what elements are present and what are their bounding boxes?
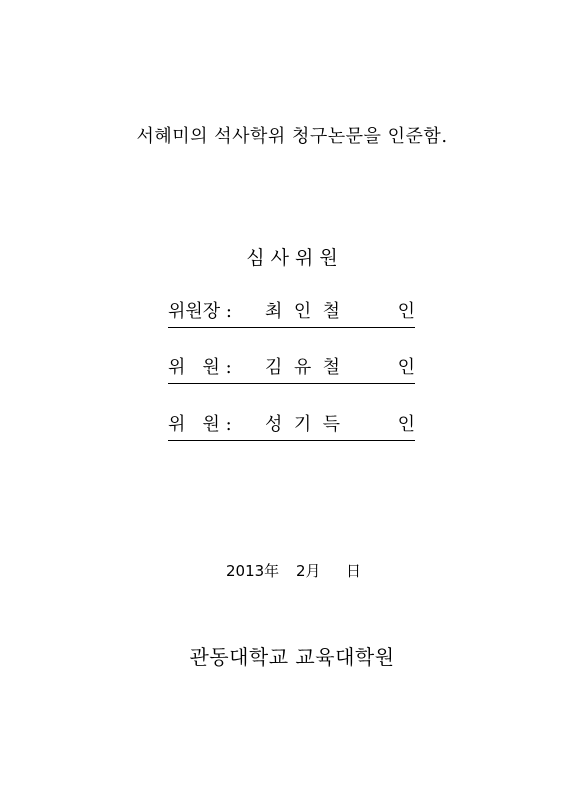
seal-mark: 인 [397, 301, 415, 322]
date-day: 日 [346, 562, 362, 580]
committee-chair-line [168, 301, 415, 328]
institution-name: 관동대학교 교육대학원 [189, 645, 395, 669]
member-role: 위원장 : [168, 301, 232, 322]
approval-statement: 서혜미의 석사학위 청구논문을 인준함. [136, 126, 448, 147]
member-name: 김 유 철 [265, 357, 341, 378]
member-role: 위 원 : [168, 357, 232, 378]
seal-mark: 인 [397, 414, 415, 435]
member-role: 위 원 : [168, 414, 232, 435]
committee-member-line [168, 414, 415, 441]
date-year: 2013年 [226, 562, 280, 580]
member-name: 성 기 득 [265, 414, 341, 435]
committee-member-line [168, 357, 415, 384]
seal-mark: 인 [397, 357, 415, 378]
member-name: 최 인 철 [265, 301, 341, 322]
committee-heading: 심 사 위 원 [246, 247, 338, 269]
date-month: 2月 [296, 562, 321, 580]
